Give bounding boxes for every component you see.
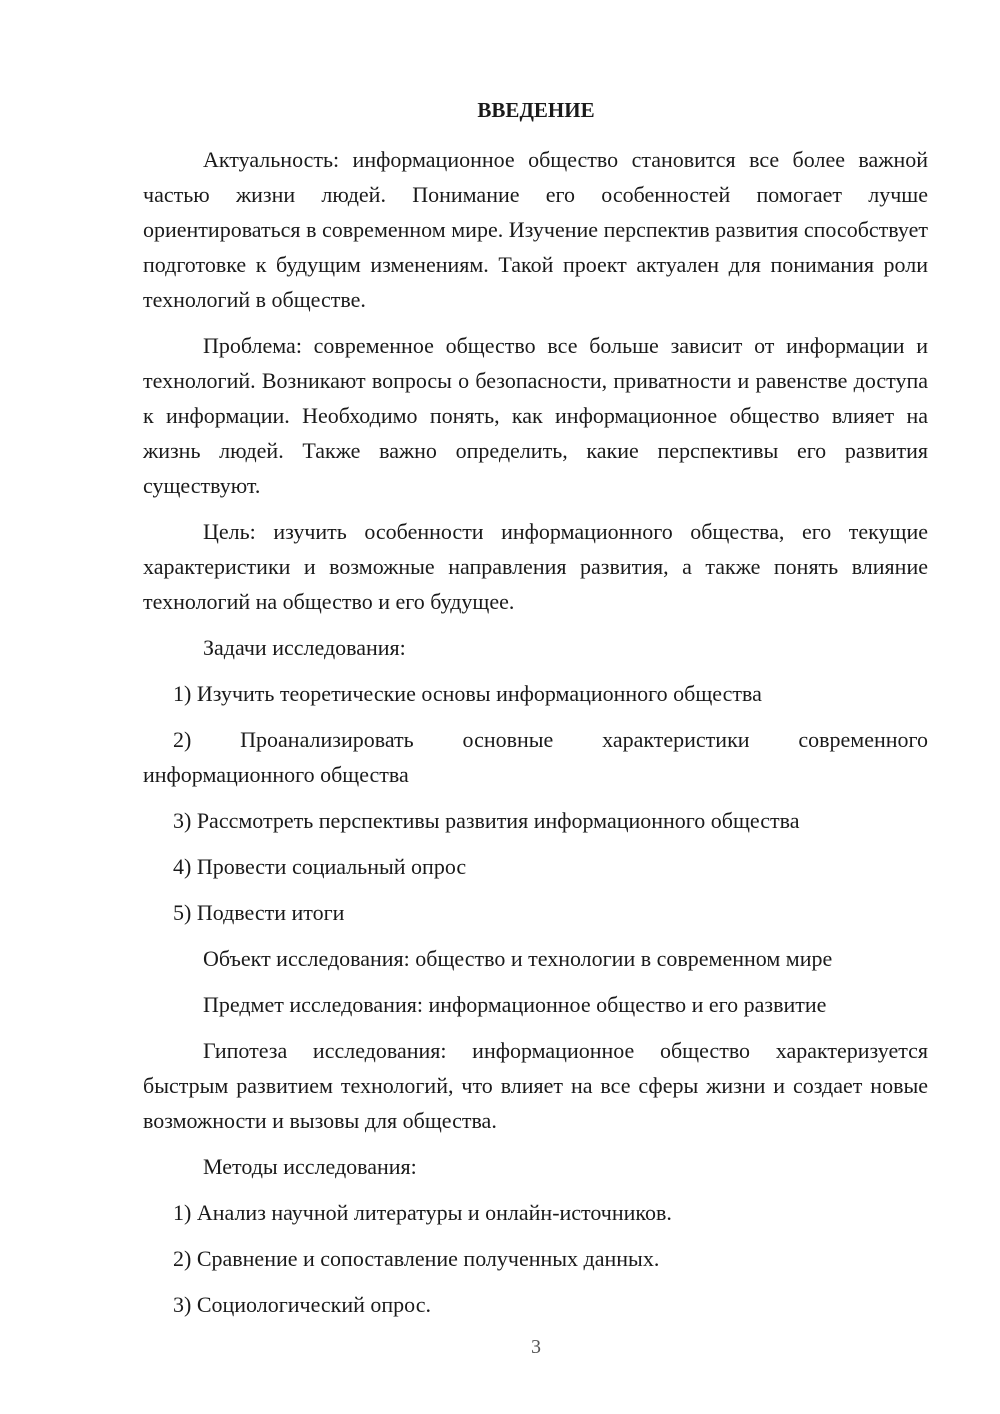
list-item-task-3: 3) Рассмотреть перспективы развития информационного общества xyxy=(173,808,800,833)
list-item-task-2: 2) Проанализировать основные характеристики современного информационного общества xyxy=(143,727,928,787)
list-item-method-3: 3) Социологический опрос. xyxy=(173,1292,431,1317)
paragraph-tasks-heading: Задачи исследования: xyxy=(203,635,406,660)
paragraph-subject: Предмет исследования: информационное общество и его развитие xyxy=(203,992,827,1017)
paragraph-relevance: Актуальность: информационное общество становится все более важной частью жизни людей. Понимание его особенностей помогает лучше ориентироваться в современном мире. Изучение перспектив развития способствует подготовке к будущим изменениям. Такой проект актуален для понимания роли технологий в обществе. xyxy=(143,147,928,312)
paragraph-goal: Цель: изучить особенности информационного общества, его текущие характеристики и возможные направления развития, а также понять влияние технологий на общество и его будущее. xyxy=(143,519,928,614)
paragraph-problem: Проблема: современное общество все больше зависит от информации и технологий. Возникают вопросы о безопасности, приватности и равенстве доступа к информации. Необходимо понять, как информационное общество влияет на жизнь людей. Также важно определить, какие перспективы его развития существуют. xyxy=(143,333,928,498)
page-number: 3 xyxy=(531,1336,541,1358)
paragraph-object: Объект исследования: общество и технологии в современном мире xyxy=(203,946,833,971)
list-item-method-2: 2) Сравнение и сопоставление полученных данных. xyxy=(173,1246,660,1271)
paragraph-methods-heading: Методы исследования: xyxy=(203,1154,417,1179)
paragraph-hypothesis: Гипотеза исследования: информационное общество характеризуется быстрым развитием технологий, что влияет на все сферы жизни и создает новые возможности и вызовы для общества. xyxy=(143,1038,928,1133)
list-item-task-1: 1) Изучить теоретические основы информационного общества xyxy=(173,681,762,706)
list-item-method-1: 1) Анализ научной литературы и онлайн-источников. xyxy=(173,1200,672,1225)
document-body xyxy=(143,142,928,1322)
page-title: ВВЕДЕНИЕ xyxy=(477,98,595,122)
list-item-task-5: 5) Подвести итоги xyxy=(173,900,345,925)
list-item-task-4: 4) Провести социальный опрос xyxy=(173,854,467,879)
